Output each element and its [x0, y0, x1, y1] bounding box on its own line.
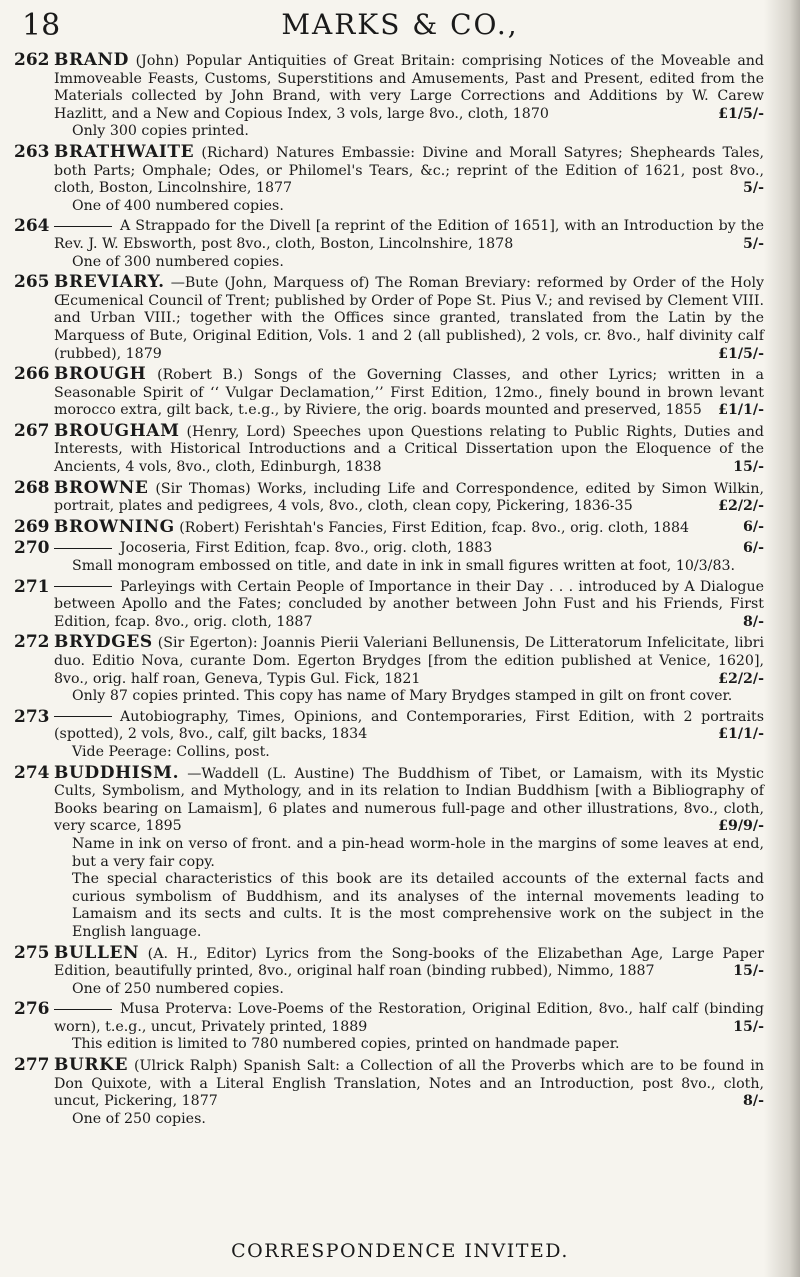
catalogue-entry	[14, 762, 764, 942]
entry-price: £2/2/-	[718, 498, 764, 515]
entry-author: BROWNING	[54, 516, 175, 537]
entry-description: (Ulrick Ralph) Spanish Salt: a Collection of all the Proverbs which are to be found in Don Quixote, with a Literal English Translation, Notes and an Introduction, post 8vo., cloth, uncut, Pickering, 1877	[54, 1058, 764, 1110]
entry-author: BUDDHISM.	[54, 762, 180, 783]
entry-description: (Sir Thomas) Works, including Life and Correspondence, edited by Simon Wilkin, portrait, plates and pedigrees, 4 vols, 8vo., cloth, clean copy, Pickering, 1836-35	[54, 480, 764, 515]
entry-price: 15/-	[733, 963, 764, 980]
entry-body	[54, 141, 764, 215]
entry-price: 15/-	[733, 1018, 764, 1035]
catalogue-entries	[14, 52, 764, 1131]
entry-note: One of 250 numbered copies.	[72, 980, 284, 997]
entry-number: 262	[14, 50, 50, 70]
entry-body	[54, 52, 764, 141]
catalogue-entry	[14, 218, 764, 271]
entry-number: 276	[14, 999, 50, 1020]
entry-author: BRATHWAITE	[54, 141, 195, 162]
entry-note: Only 300 copies printed.	[72, 123, 249, 140]
entry-number: 277	[14, 1055, 50, 1076]
entry-number: 265	[14, 272, 50, 293]
catalogue-entry	[14, 141, 764, 215]
entry-body	[54, 366, 764, 420]
page-header	[0, 6, 800, 46]
entry-price: 6/-	[743, 518, 764, 535]
entry-note: One of 250 copies.	[72, 1110, 206, 1127]
ditto-rule	[54, 1009, 112, 1010]
entry-price: £2/2/-	[718, 670, 764, 687]
entry-number: 268	[14, 477, 50, 498]
entry-note: Vide Peerage: Collins, post.	[72, 743, 270, 760]
entry-price: £9/9/-	[718, 818, 764, 835]
entry-price: 8/-	[743, 1093, 764, 1110]
entry-note: This edition is limited to 780 numbered copies, printed on handmade paper.	[72, 1036, 620, 1053]
entry-description: —Bute (John, Marquess of) The Roman Breviary: reformed by Order of the Holy Œcumenical Council of Trent; published by Order of Pope St. Pius V.; and revised by Clement VIII. and Urban VIII.; together with the Offices since granted, translated from the Latin by the Marquess of Bute, Original Edition, Vols. 1 and 2 (all published), 2 vols, cr. 8vo., half divinity calf (rubbed), 1879	[54, 275, 764, 362]
entry-description: Autobiography, Times, Opinions, and Contemporaries, First Edition, with 2 portraits (spotted), 2 vols, 8vo., calf, gilt backs, 1834	[54, 708, 764, 743]
entry-description: (Robert B.) Songs of the Governing Classes, and other Lyrics; written in a Seasonable Spirit of ‘‘ Vulgar Declamation,’’ First Edition, 12mo., finely bound in brown levant morocco extra, gilt back, t.e.g., by Riviere, the orig. boards mounted and preserved, 1855	[54, 367, 764, 419]
entry-body	[54, 709, 764, 762]
entry-description: A Strappado for the Divell [a reprint of the Edition of 1651], with an Introduction by the Rev. J. W. Ebsworth, post 8vo., cloth, Boston, Lincolnshire, 1878	[54, 218, 764, 252]
entry-number: 263	[14, 141, 50, 162]
entry-body	[54, 1001, 764, 1054]
entry-price: £1/5/-	[718, 345, 764, 362]
ditto-rule	[54, 548, 112, 549]
entry-number: 269	[14, 516, 50, 537]
entry-number: 272	[14, 632, 50, 653]
entry-number: 271	[14, 576, 50, 597]
page-number: 18	[22, 8, 61, 43]
ditto-rule	[54, 226, 112, 227]
catalogue-entry	[14, 576, 764, 632]
ditto-rule	[54, 586, 112, 587]
entry-number: 275	[14, 942, 50, 963]
catalogue-entry	[14, 516, 764, 538]
entry-price: £1/5/-	[718, 105, 764, 122]
entry-note: Small monogram embossed on title, and date in ink in small figures written at foot, 10/3/83.	[72, 558, 736, 575]
entry-note: One of 400 numbered copies.	[72, 197, 284, 214]
entry-author: BULLEN	[54, 942, 140, 963]
entry-price: £1/1/-	[718, 726, 764, 743]
entry-body	[54, 420, 764, 477]
entry-price: £1/1/-	[718, 402, 764, 419]
entry-price: 8/-	[743, 613, 764, 630]
footer-note: CORRESPONDENCE INVITED.	[231, 1240, 569, 1262]
entry-note: One of 300 numbered copies.	[72, 253, 284, 270]
entry-author: BROUGH	[54, 364, 147, 385]
entry-author: BROWNE	[54, 477, 149, 498]
entry-author: BREVIARY.	[54, 272, 165, 293]
entry-note: Only 87 copies printed. This copy has name of Mary Brydges stamped in gilt on front cover.	[72, 688, 733, 705]
entry-body	[54, 218, 764, 271]
entry-body	[54, 762, 764, 942]
entry-number: 273	[14, 706, 50, 727]
entry-author: BURKE	[54, 1055, 129, 1076]
entry-price: 6/-	[743, 540, 764, 557]
entry-author: BROUGHAM	[54, 420, 180, 441]
entry-description: (John) Popular Antiquities of Great Britain: comprising Notices of the Moveable and Immoveable Feasts, Customs, Superstitions and Amusements, Past and Present, edited from the Materials collected by John Brand, with very Large Corrections and Additions by W. Carew Hazlitt, and a New and Copious Index, 3 vols, large 8vo., cloth, 1870	[54, 53, 764, 122]
entry-description: (Henry, Lord) Speeches upon Questions relating to Public Rights, Duties and Interests, with Historical Introductions and a Critical Dissertation upon the Eloquence of the Ancients, 4 vols, 8vo., cloth, Edinburgh, 1838	[54, 423, 764, 476]
catalogue-entry	[14, 274, 764, 363]
entry-body	[54, 634, 764, 705]
entry-body	[54, 540, 764, 575]
page-edge-shadow	[764, 0, 800, 1277]
running-head: MARKS & CO.,	[281, 8, 519, 41]
entry-number: 267	[14, 420, 50, 441]
entry-body	[54, 516, 764, 538]
catalogue-entry	[14, 634, 764, 705]
entry-number: 274	[14, 762, 50, 783]
entry-author: BRYDGES	[54, 632, 153, 653]
catalogue-entry	[14, 540, 764, 575]
entry-body	[54, 579, 764, 632]
catalogue-entry	[14, 52, 764, 141]
catalogue-entry	[14, 706, 764, 762]
catalogue-entry	[14, 1057, 764, 1128]
entry-price: 5/-	[743, 235, 764, 252]
entry-number: 270	[14, 538, 50, 559]
entry-description: Musa Proterva: Love-Poems of the Restoration, Original Edition, 8vo., half calf (binding worn), t.e.g., uncut, Privately printed, 1889	[54, 1001, 764, 1035]
entry-description: (Robert) Ferishtah's Fancies, First Edition, fcap. 8vo., orig. cloth, 1884	[179, 519, 690, 536]
entry-description: Parleyings with Certain People of Importance in their Day . . . introduced by A Dialogue between Apollo and the Fates; concluded by another between John Fust and his Friends, First Edition, fcap. 8vo., orig. cloth, 1887	[54, 578, 764, 630]
catalogue-entry	[14, 366, 764, 420]
ditto-rule	[54, 716, 112, 717]
entry-body	[54, 477, 764, 516]
catalogue-entry	[14, 942, 764, 999]
entry-description: (Sir Egerton): Joannis Pierii Valeriani Bellunensis, De Litteratorum Infelicitate, libri duo. Editio Nova, curante Dom. Egerton Brydges [from the edition published at Venice, 1620], 8vo., orig. half roan, Geneva, Typis Gul. Fick, 1821	[54, 635, 764, 687]
entry-note: Name in ink on verso of front. and a pin-head worm-hole in the margins of some leaves at end, but a very fair copy. The special characteristics of this book are its detailed accounts of the external facts and curious symbolism of Buddhism, and its analyses of the internal movements leading to Lamaism and its sects and cults. It is the most comprehensive work on the subject in the English language.	[72, 835, 764, 940]
catalogue-entry	[14, 1001, 764, 1054]
entry-body	[54, 942, 764, 999]
entry-price: 5/-	[743, 180, 764, 197]
entry-description: Jocoseria, First Edition, fcap. 8vo., orig. cloth, 1883	[120, 540, 493, 557]
catalogue-entry	[14, 420, 764, 477]
entry-price: 15/-	[733, 459, 764, 476]
catalogue-entry	[14, 477, 764, 516]
entry-body	[54, 274, 764, 363]
entry-body	[54, 1057, 764, 1128]
entry-description: (A. H., Editor) Lyrics from the Song-books of the Elizabethan Age, Large Paper Edition, beautifully printed, 8vo., original half roan (binding rubbed), Nimmo, 1887	[54, 945, 764, 980]
entry-description: (Richard) Natures Embassie: Divine and Morall Satyres; Shepheards Tales, both Parts; Omphale; Odes, or Philomel's Tears, &c.; reprint of the Edition of 1621, post 8vo., cloth, Boston, Lincolnshire, 1877	[54, 144, 764, 197]
entry-number: 266	[14, 364, 50, 385]
entry-number: 264	[14, 216, 50, 237]
entry-description: —Waddell (L. Austine) The Buddhism of Tibet, or Lamaism, with its Mystic Cults, Symbolism, and Mythology, and in its relation to Indian Buddhism [with a Bibliography of Books bearing on Lamaism], 6 plates and numerous full-page and other illustrations, 8vo., cloth, very scarce, 1895	[54, 765, 764, 835]
entry-author: BRAND	[54, 50, 129, 70]
